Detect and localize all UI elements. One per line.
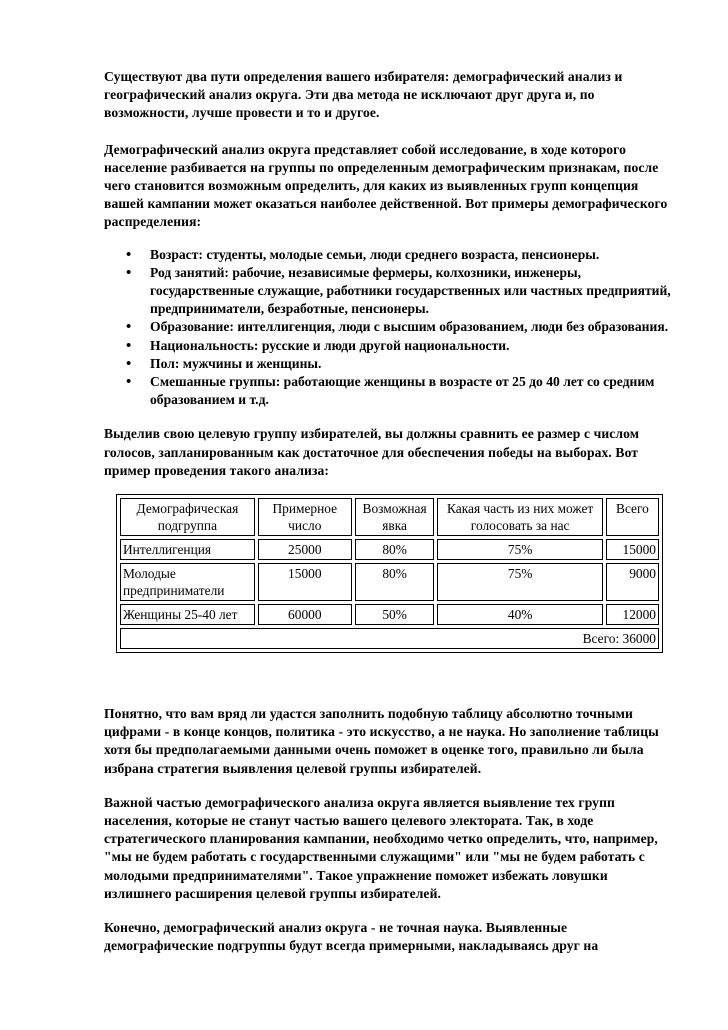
table-total-row: [120, 628, 659, 649]
analysis-table-wrapper: [116, 494, 676, 653]
cell-approx: 60000: [258, 604, 352, 625]
list-item: • Пол: мужчины и женщины.: [150, 355, 676, 373]
paragraph-target-group: Выделив свою целевую группу избирателей, вы должны сравнить ее размер с числом голосов, запланированным как достаточное для обеспечения победы на выборах. Вот пример проведения такого анализа:: [104, 426, 640, 478]
paragraph-intro: Существуют два пути определения вашего избирателя: демографический анализ и географический анализ округа. Эти два метода не исключают друг друга и, по возможности, лучше провести и то и другое.: [104, 69, 623, 121]
paragraph-excluded-groups: Важной частью демографического анализа округа является выявление тех групп населения, которые не станут частью вашего целевого электората. Так, в ходе стратегического планирования кампании, необходимо четко определить, что, например, "мы не будем работать с государственными служащими" или "мы не будем работать с молодыми предпринимателями". Такое упражнение поможет избежать ловушки излишнего расширения целевой группы избирателей.: [104, 794, 658, 901]
cell-group: Интеллигенция: [120, 539, 255, 560]
cell-share: 40%: [437, 604, 602, 625]
header-turnout: Возможная явка: [355, 498, 435, 536]
cell-share: 75%: [437, 563, 602, 601]
cell-approx: 25000: [258, 539, 352, 560]
header-approx: Примерное число: [258, 498, 352, 536]
cell-total: 15000: [606, 539, 659, 560]
table-header-row: [120, 498, 659, 536]
table-row: [120, 604, 659, 625]
table-row: [120, 539, 659, 560]
demographic-examples-list: [104, 246, 676, 410]
list-item: • Образование: интеллигенция, люди с высшим образованием, люди без образования.: [150, 318, 676, 336]
cell-turnout: 80%: [355, 563, 435, 601]
list-item: • Смешанные группы: работающие женщины в возрасте от 25 до 40 лет со средним образованием и т.д.: [150, 373, 676, 409]
cell-total: 12000: [606, 604, 659, 625]
list-item: • Род занятий: рабочие, независимые фермеры, колхозники, инженеры, государственные служащие, работники государственных или частных предприятий, предприниматели, безработные, пенсионеры.: [150, 264, 676, 319]
paragraph-conclusion: Конечно, демографический анализ округа - не точная наука. Выявленные демографические подгруппы будут всегда примерными, накладываясь друг на: [104, 920, 599, 954]
paragraph-table-note: Понятно, что вам вряд ли удастся заполнить подобную таблицу абсолютно точными цифрами - в конце концов, политика - это искусство, а не наука. Но заполнение таблицы хотя бы предполагаемыми данными очень поможет в оценке того, правильно ли была избрана стратегия выявления целевой группы избирателей.: [104, 706, 659, 776]
analysis-table: [116, 494, 663, 653]
cell-group: Молодые предприниматели: [120, 563, 255, 601]
cell-turnout: 80%: [355, 539, 435, 560]
cell-approx: 15000: [258, 563, 352, 601]
grand-total: Всего: 36000: [120, 628, 659, 649]
table-row: [120, 563, 659, 601]
header-total: Всего: [606, 498, 659, 536]
document-page: [104, 68, 676, 956]
header-share: Какая часть из них может голосовать за нас: [437, 498, 602, 536]
cell-group: Женщины 25-40 лет: [120, 604, 255, 625]
list-item: • Возраст: студенты, молодые семьи, люди среднего возраста, пенсионеры.: [150, 246, 676, 264]
cell-turnout: 50%: [355, 604, 435, 625]
paragraph-demographic-analysis: Демографический анализ округа представляет собой исследование, в ходе которого население разбивается на группы по определенным демографическим признакам, после чего становится возможным определить, для каких из выявленных групп концепция вашей кампании может оказаться наиболее действенной. Вот примеры демографического распределения:: [104, 141, 668, 230]
cell-total: 9000: [606, 563, 659, 601]
cell-share: 75%: [437, 539, 602, 560]
header-group: Демографическая подгруппа: [120, 498, 255, 536]
list-item: • Национальность: русские и люди другой национальности.: [150, 337, 676, 355]
